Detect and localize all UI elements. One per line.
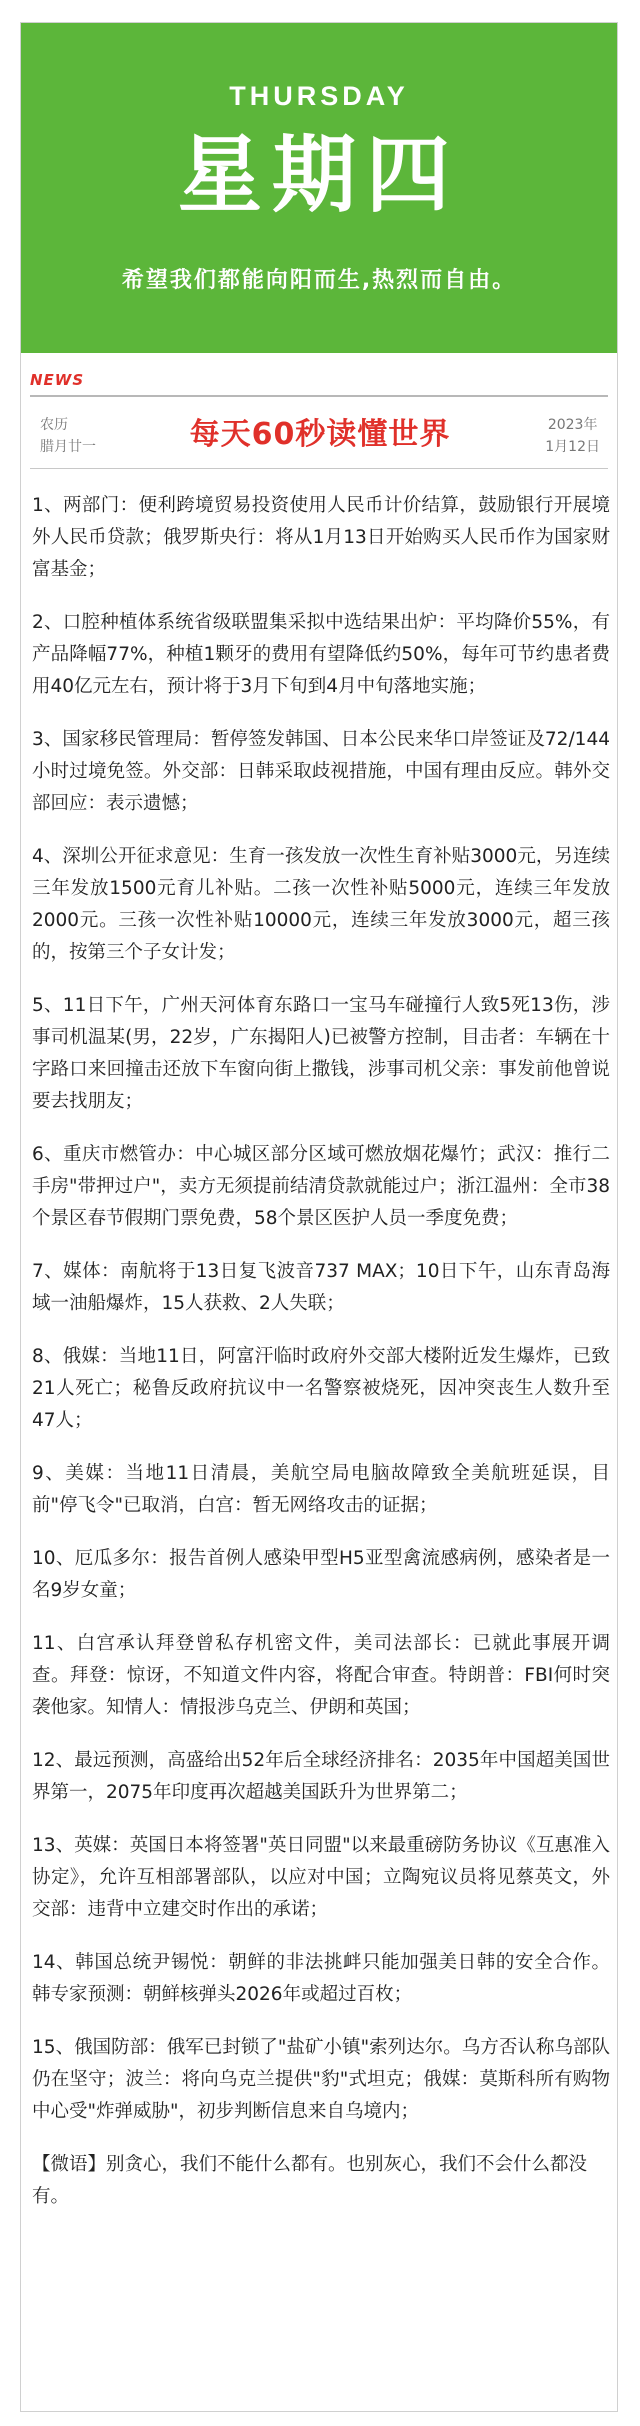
news-list — [32, 490, 610, 2213]
news-item: 1、两部门：便利跨境贸易投资使用人民币计价结算，鼓励银行开展境外人民币贷款；俄罗斯央行：将从1月13日开始购买人民币作为国家财富基金； — [32, 495, 610, 580]
news-item: 6、重庆市燃管办：中心城区部分区域可燃放烟花爆竹；武汉：推行二手房"带押过户"，卖方无须提前结清贷款就能过户；浙江温州：全市38个景区春节假期门票免费，58个景区医护人员一季度免费； — [32, 1144, 610, 1229]
news-item: 14、韩国总统尹锡悦：朝鲜的非法挑衅只能加强美日韩的安全合作。韩专家预测：朝鲜核弹头2026年或超过百枚； — [32, 1952, 610, 2005]
weekday-english: THURSDAY — [229, 81, 409, 111]
news-item: 15、俄国防部：俄军已封锁了"盐矿小镇"索列达尔。乌方否认称乌部队仍在坚守；波兰：将向乌克兰提供"豹"式坦克；俄媒：莫斯科所有购物中心受"炸弹威胁"，初步判断信息来自乌境内； — [32, 2037, 610, 2122]
page-title: 每天60秒读懂世界 — [189, 417, 451, 452]
year: 2023年 — [547, 417, 598, 433]
banner-slogan: 希望我们都能向阳而生,热烈而自由。 — [121, 268, 517, 293]
news-item: 5、11日下午，广州天河体育东路口一宝马车碰撞行人致5死13伤，涉事司机温某(男，22岁，广东揭阳人)已被警方控制，目击者：车辆在十字路口来回撞击还放下车窗向街上撒钱，涉事司机父亲：事发前他曾说要去找朋友； — [32, 995, 610, 1112]
divider-top — [30, 395, 608, 397]
divider-bottom — [30, 468, 608, 469]
news-item: 8、俄媒：当地11日，阿富汗临时政府外交部大楼附近发生爆炸，已致21人死亡；秘鲁反政府抗议中一名警察被烧死，因冲突丧生人数升至47人； — [32, 1346, 610, 1431]
news-item: 2、口腔种植体系统省级联盟集采拟中选结果出炉：平均降价55%，有产品降幅77%，种植1颗牙的费用有望降低约50%，每年可节约患者费用40亿元左右，预计将于3月下旬到4月中旬落地实施； — [32, 612, 610, 697]
news-item: 9、美媒：当地11日清晨，美航空局电脑故障致全美航班延误，目前"停飞令"已取消，白宫：暂无网络攻击的证据； — [32, 1463, 610, 1516]
daily-quote: 【微语】别贪心，我们不能什么都有。也别灰心，我们不会什么都没有。 — [32, 2154, 588, 2207]
gregorian-date-block — [545, 414, 600, 458]
lunar-date: 腊月廿一 — [40, 439, 96, 455]
news-item: 4、深圳公开征求意见：生育一孩发放一次性生育补贴3000元，另连续三年发放1500元育儿补贴。二孩一次性补贴5000元，连续三年发放2000元。三孩一次性补贴10000元，连续三年发放3000元，超三孩的，按第三个子女计发； — [32, 846, 610, 963]
news-tag: NEWS — [30, 371, 85, 389]
news-item: 10、厄瓜多尔：报告首例人感染甲型H5亚型禽流感病例，感染者是一名9岁女童； — [32, 1548, 610, 1601]
date: 1月12日 — [545, 439, 600, 455]
news-item: 13、英媒：英国日本将签署"英日同盟"以来最重磅防务协议《互惠准入协定》，允许互相部署部队，以应对中国；立陶宛议员将见蔡英文，外交部：违背中立建交时作出的承诺； — [32, 1835, 610, 1920]
header-banner — [21, 23, 617, 353]
news-item: 7、媒体：南航将于13日复飞波音737 MAX；10日下午，山东青岛海域一油船爆炸，15人获救、2人失联； — [32, 1261, 610, 1314]
news-item: 12、最远预测，高盛给出52年后全球经济排名：2035年中国超美国世界第一，2075年印度再次超越美国跃升为世界第二； — [32, 1750, 610, 1803]
lunar-label: 农历 — [40, 417, 68, 433]
news-item: 3、国家移民管理局：暂停签发韩国、日本公民来华口岸签证及72/144小时过境免签。外交部：日韩采取歧视措施，中国有理由反应。韩外交部回应：表示遗憾； — [32, 729, 610, 814]
weekday-chinese: 星期四 — [177, 126, 460, 224]
news-item: 11、白宫承认拜登曾私存机密文件，美司法部长：已就此事展开调查。拜登：惊讶，不知道文件内容，将配合审查。特朗普：FBI何时突袭他家。知情人：情报涉乌克兰、伊朗和英国； — [32, 1633, 610, 1718]
